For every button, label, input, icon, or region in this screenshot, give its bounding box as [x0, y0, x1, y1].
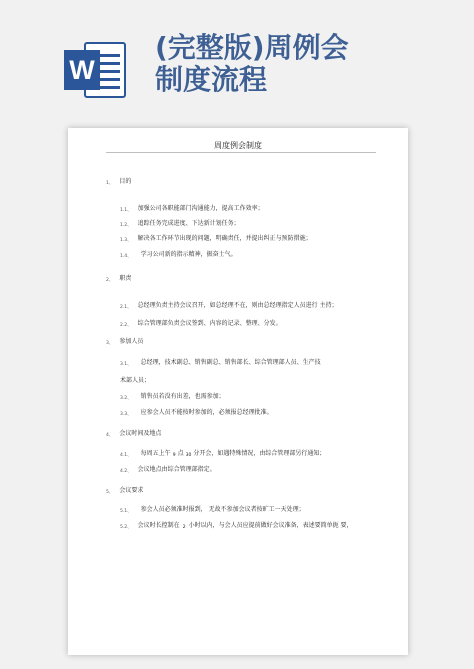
list-item: 2.2、 综合管理部负责会议签到、内容的记录、整理、分发。 [120, 320, 282, 328]
banner-title [155, 32, 455, 96]
list-item: 1.1、 加强公司各职能部门沟通能力，提高工作效率； [120, 205, 264, 213]
word-letter-tile: W [64, 50, 100, 90]
word-document-icon [62, 40, 128, 102]
list-item-continuation: 术部人员； [120, 377, 151, 384]
banner-title-line1: (完整版)周例会 [155, 31, 349, 64]
list-item: 1.4、 学习公司新的指示精神，振奋士气。 [120, 251, 237, 259]
section-heading: 2、 职责 [106, 275, 132, 283]
list-item: 5.2、 会议时长控制在 2 小时以内，与会人员应提前做好会议准备，表述要简单扼 要， [120, 522, 353, 530]
section-heading: 4、 会议时间及地点 [106, 430, 162, 438]
list-item: 4.2、 会议地点由综合管理部指定。 [120, 466, 216, 474]
list-item: 2.1、 总经理负责主持会议召开，如总经理不在，则由总经理指定人员进行 主持； [120, 302, 338, 310]
list-item: 5.1、 参会人员必须准时报到， 无故不参加会议者按旷工一天处理； [120, 506, 305, 514]
list-item: 1.3、 解决各工作环节出现的问题，明确责任，并提出纠正与预防措施； [120, 235, 312, 243]
list-item: 1.2、 追踪任务完成进度、下达新计划任务； [120, 220, 240, 228]
document-title: 周度例会制度 [214, 141, 262, 150]
list-item: 4.1、 每周五上午 9 点 30 分开会，如遇特殊情况，由综合管理部另行通知； [120, 450, 326, 458]
list-item: 3.2、 销售员若没有出差，也需参加； [120, 393, 225, 401]
list-item: 3.1、 总经理，技术副总、销售副总、销售部长、综合管理部人员、生产技 [120, 359, 321, 367]
section-heading: 3、 参加人员 [106, 338, 144, 346]
header-banner [0, 0, 474, 125]
section-heading: 1、 目的 [106, 178, 132, 186]
title-divider [106, 152, 376, 153]
banner-title-line2: 制度流程 [155, 63, 268, 96]
document-page [68, 128, 408, 655]
section-heading: 5、 会议要求 [106, 487, 144, 495]
list-item: 3.3、 应参会人员不能按时参加的，必须报总经理批准。 [120, 409, 273, 417]
